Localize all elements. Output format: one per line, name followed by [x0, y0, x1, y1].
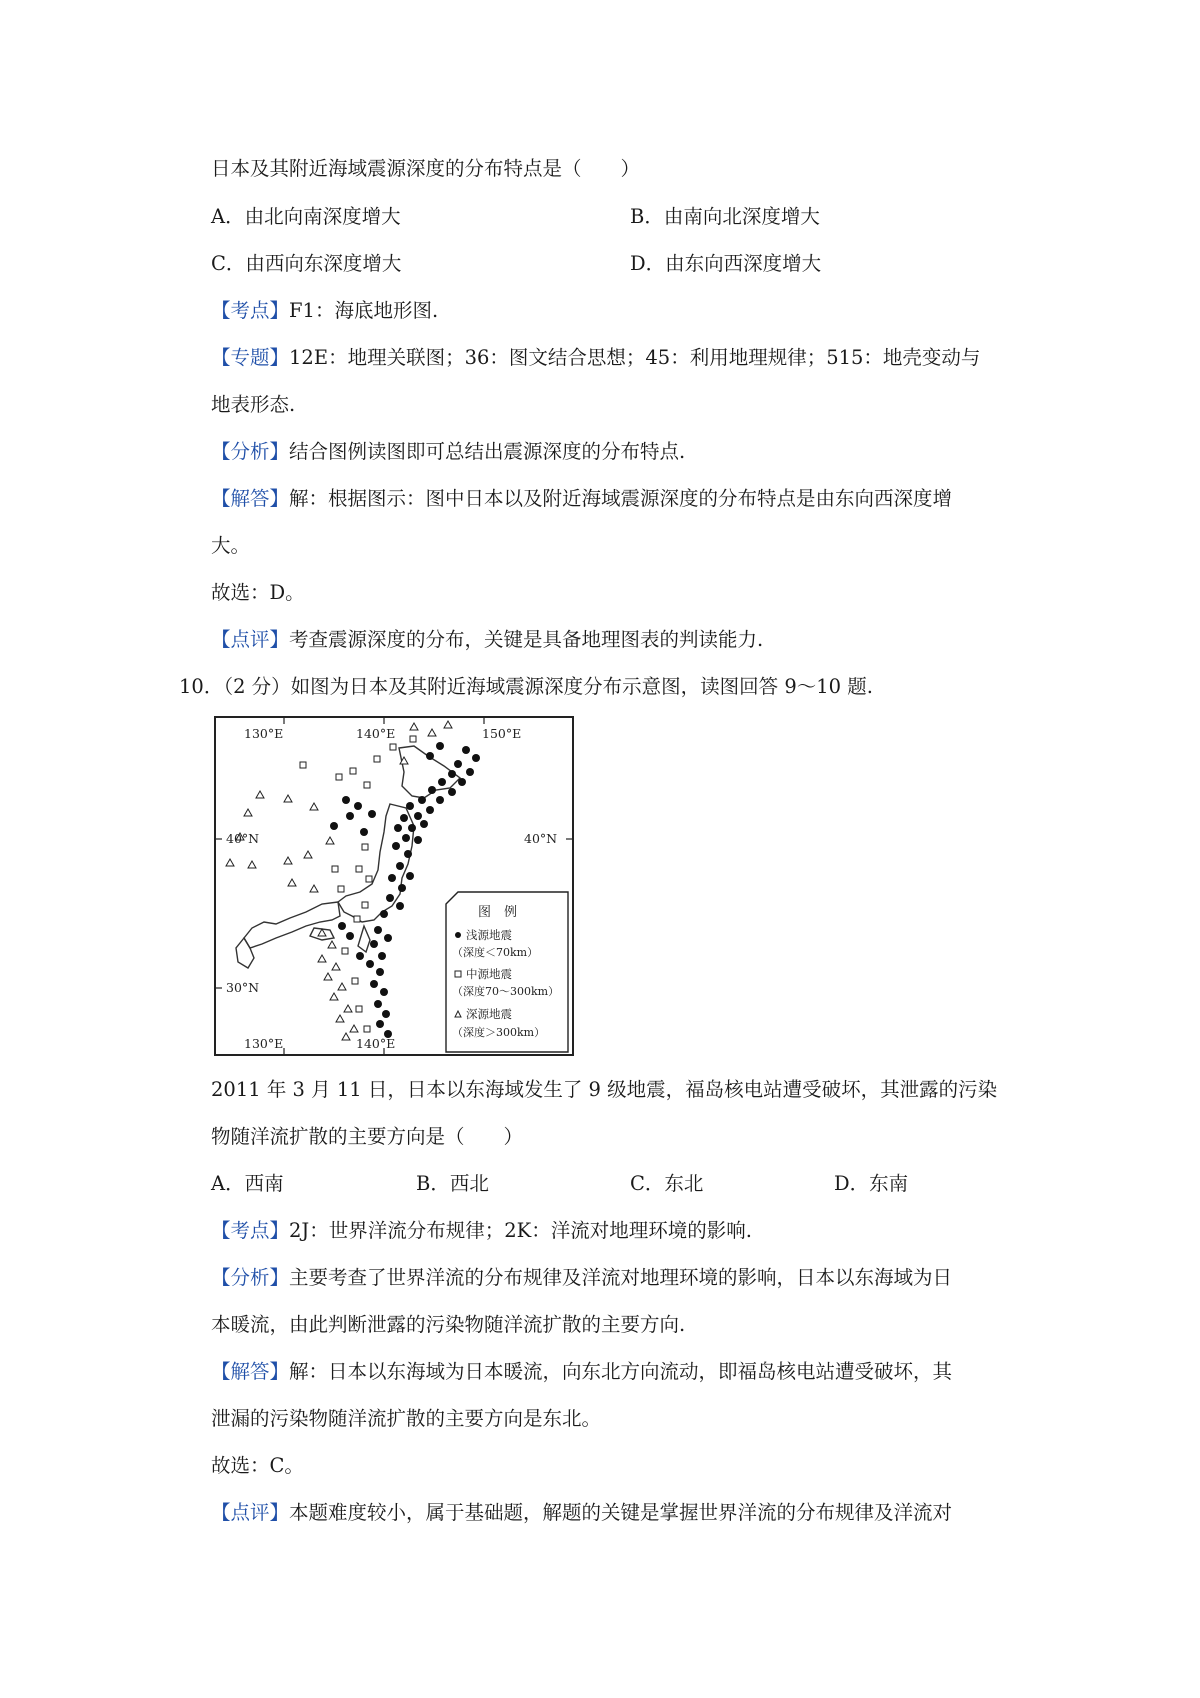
q10-jieda-cont: 泄漏的污染物随洋流扩散的主要方向是东北。 [211, 1407, 602, 1430]
lat-40-left-label: 40°N [226, 831, 260, 846]
q9-answer: 故选：D。 [211, 581, 305, 604]
kaodian-tag: 【考点】 [211, 299, 290, 322]
q9-dianping [211, 626, 763, 654]
kaodian-tag: 【考点】 [211, 1219, 290, 1242]
legend-intermediate: 中源地震 [466, 967, 512, 981]
kaodian-text: F1：海底地形图. [289, 299, 439, 322]
q10-stem-cont: 物随洋流扩散的主要方向是（ ） [211, 1125, 524, 1148]
legend-shallow: 浅源地震 [466, 928, 512, 942]
q10-option-a: A．西南 [211, 1172, 284, 1195]
q9-kaodian [211, 297, 438, 325]
jieda-tag: 【解答】 [211, 1360, 290, 1383]
q9-zhuanti-cont: 地表形态. [211, 393, 296, 416]
q9-option-a: A．由北向南深度增大 [211, 205, 401, 228]
dianping-tag: 【点评】 [211, 628, 290, 651]
q10-stem: 2011 年 3 月 11 日，日本以东海域发生了 9 级地震，福岛核电站遭受破坏，其泄露的污染 [211, 1078, 998, 1101]
q10-option-c: C．东北 [630, 1172, 704, 1195]
lon-130-top-label: 130°E [244, 726, 284, 741]
q9-fenxi [211, 438, 685, 466]
jieda-text: 解：根据图示：图中日本以及附近海域震源深度的分布特点是由东向西深度增 [289, 487, 953, 510]
dianping-text: 本题难度较小，属于基础题，解题的关键是掌握世界洋流的分布规律及洋流对 [289, 1501, 953, 1524]
q10-option-b: B．西北 [416, 1172, 489, 1195]
fenxi-tag: 【分析】 [211, 1266, 290, 1289]
legend-shallow-depth: （深度＜70km） [452, 946, 539, 959]
lat-30-left-label: 30°N [226, 980, 260, 995]
jieda-tag: 【解答】 [211, 487, 290, 510]
q9-stem: 日本及其附近海域震源深度的分布特点是（ ） [211, 157, 641, 180]
q10-header: 10．（2 分）如图为日本及其附近海域震源深度分布示意图，读图回答 9～10 题. [179, 675, 873, 698]
lat-40-right-label: 40°N [524, 831, 558, 846]
q9-option-d: D．由东向西深度增大 [630, 252, 822, 275]
zhuanti-tag: 【专题】 [211, 346, 290, 369]
legend-title: 图 例 [478, 905, 518, 920]
fenxi-text: 结合图例读图即可总结出震源深度的分布特点. [289, 440, 686, 463]
q10-dianping [211, 1499, 952, 1527]
earthquake-depth-map [214, 716, 574, 1056]
fenxi-text: 主要考查了世界洋流的分布规律及洋流对地理环境的影响，日本以东海域为日 [289, 1266, 953, 1289]
legend-intermediate-depth: （深度70～300km） [452, 985, 560, 998]
fenxi-tag: 【分析】 [211, 440, 290, 463]
q9-option-c: C．由西向东深度增大 [211, 252, 402, 275]
q10-jieda [211, 1358, 952, 1386]
lon-130-bottom-label: 130°E [244, 1036, 284, 1051]
q10-fenxi [211, 1264, 952, 1292]
q10-answer: 故选：C。 [211, 1454, 304, 1477]
q9-option-b: B．由南向北深度增大 [630, 205, 820, 228]
q10-option-d: D．东南 [834, 1172, 909, 1195]
legend-deep-depth: （深度＞300km） [452, 1026, 546, 1039]
zhuanti-text: 12E：地理关联图；36：图文结合思想；45：利用地理规律；515：地壳变动与 [289, 346, 981, 369]
kaodian-text: 2J：世界洋流分布规律；2K：洋流对地理环境的影响. [289, 1219, 752, 1242]
lon-150-top-label: 150°E [482, 726, 522, 741]
q9-jieda [211, 485, 952, 513]
q9-zhuanti [211, 344, 980, 372]
q9-jieda-cont: 大。 [211, 534, 251, 557]
lon-140-top-label: 140°E [356, 726, 396, 741]
q10-fenxi-cont: 本暖流，由此判断泄露的污染物随洋流扩散的主要方向. [211, 1313, 686, 1336]
q10-kaodian [211, 1217, 752, 1245]
legend-deep: 深源地震 [466, 1007, 512, 1021]
dianping-text: 考查震源深度的分布，关键是具备地理图表的判读能力. [289, 628, 764, 651]
lon-140-bottom-label: 140°E [356, 1036, 396, 1051]
dianping-tag: 【点评】 [211, 1501, 290, 1524]
jieda-text: 解：日本以东海域为日本暖流，向东北方向流动，即福岛核电站遭受破坏，其 [289, 1360, 953, 1383]
